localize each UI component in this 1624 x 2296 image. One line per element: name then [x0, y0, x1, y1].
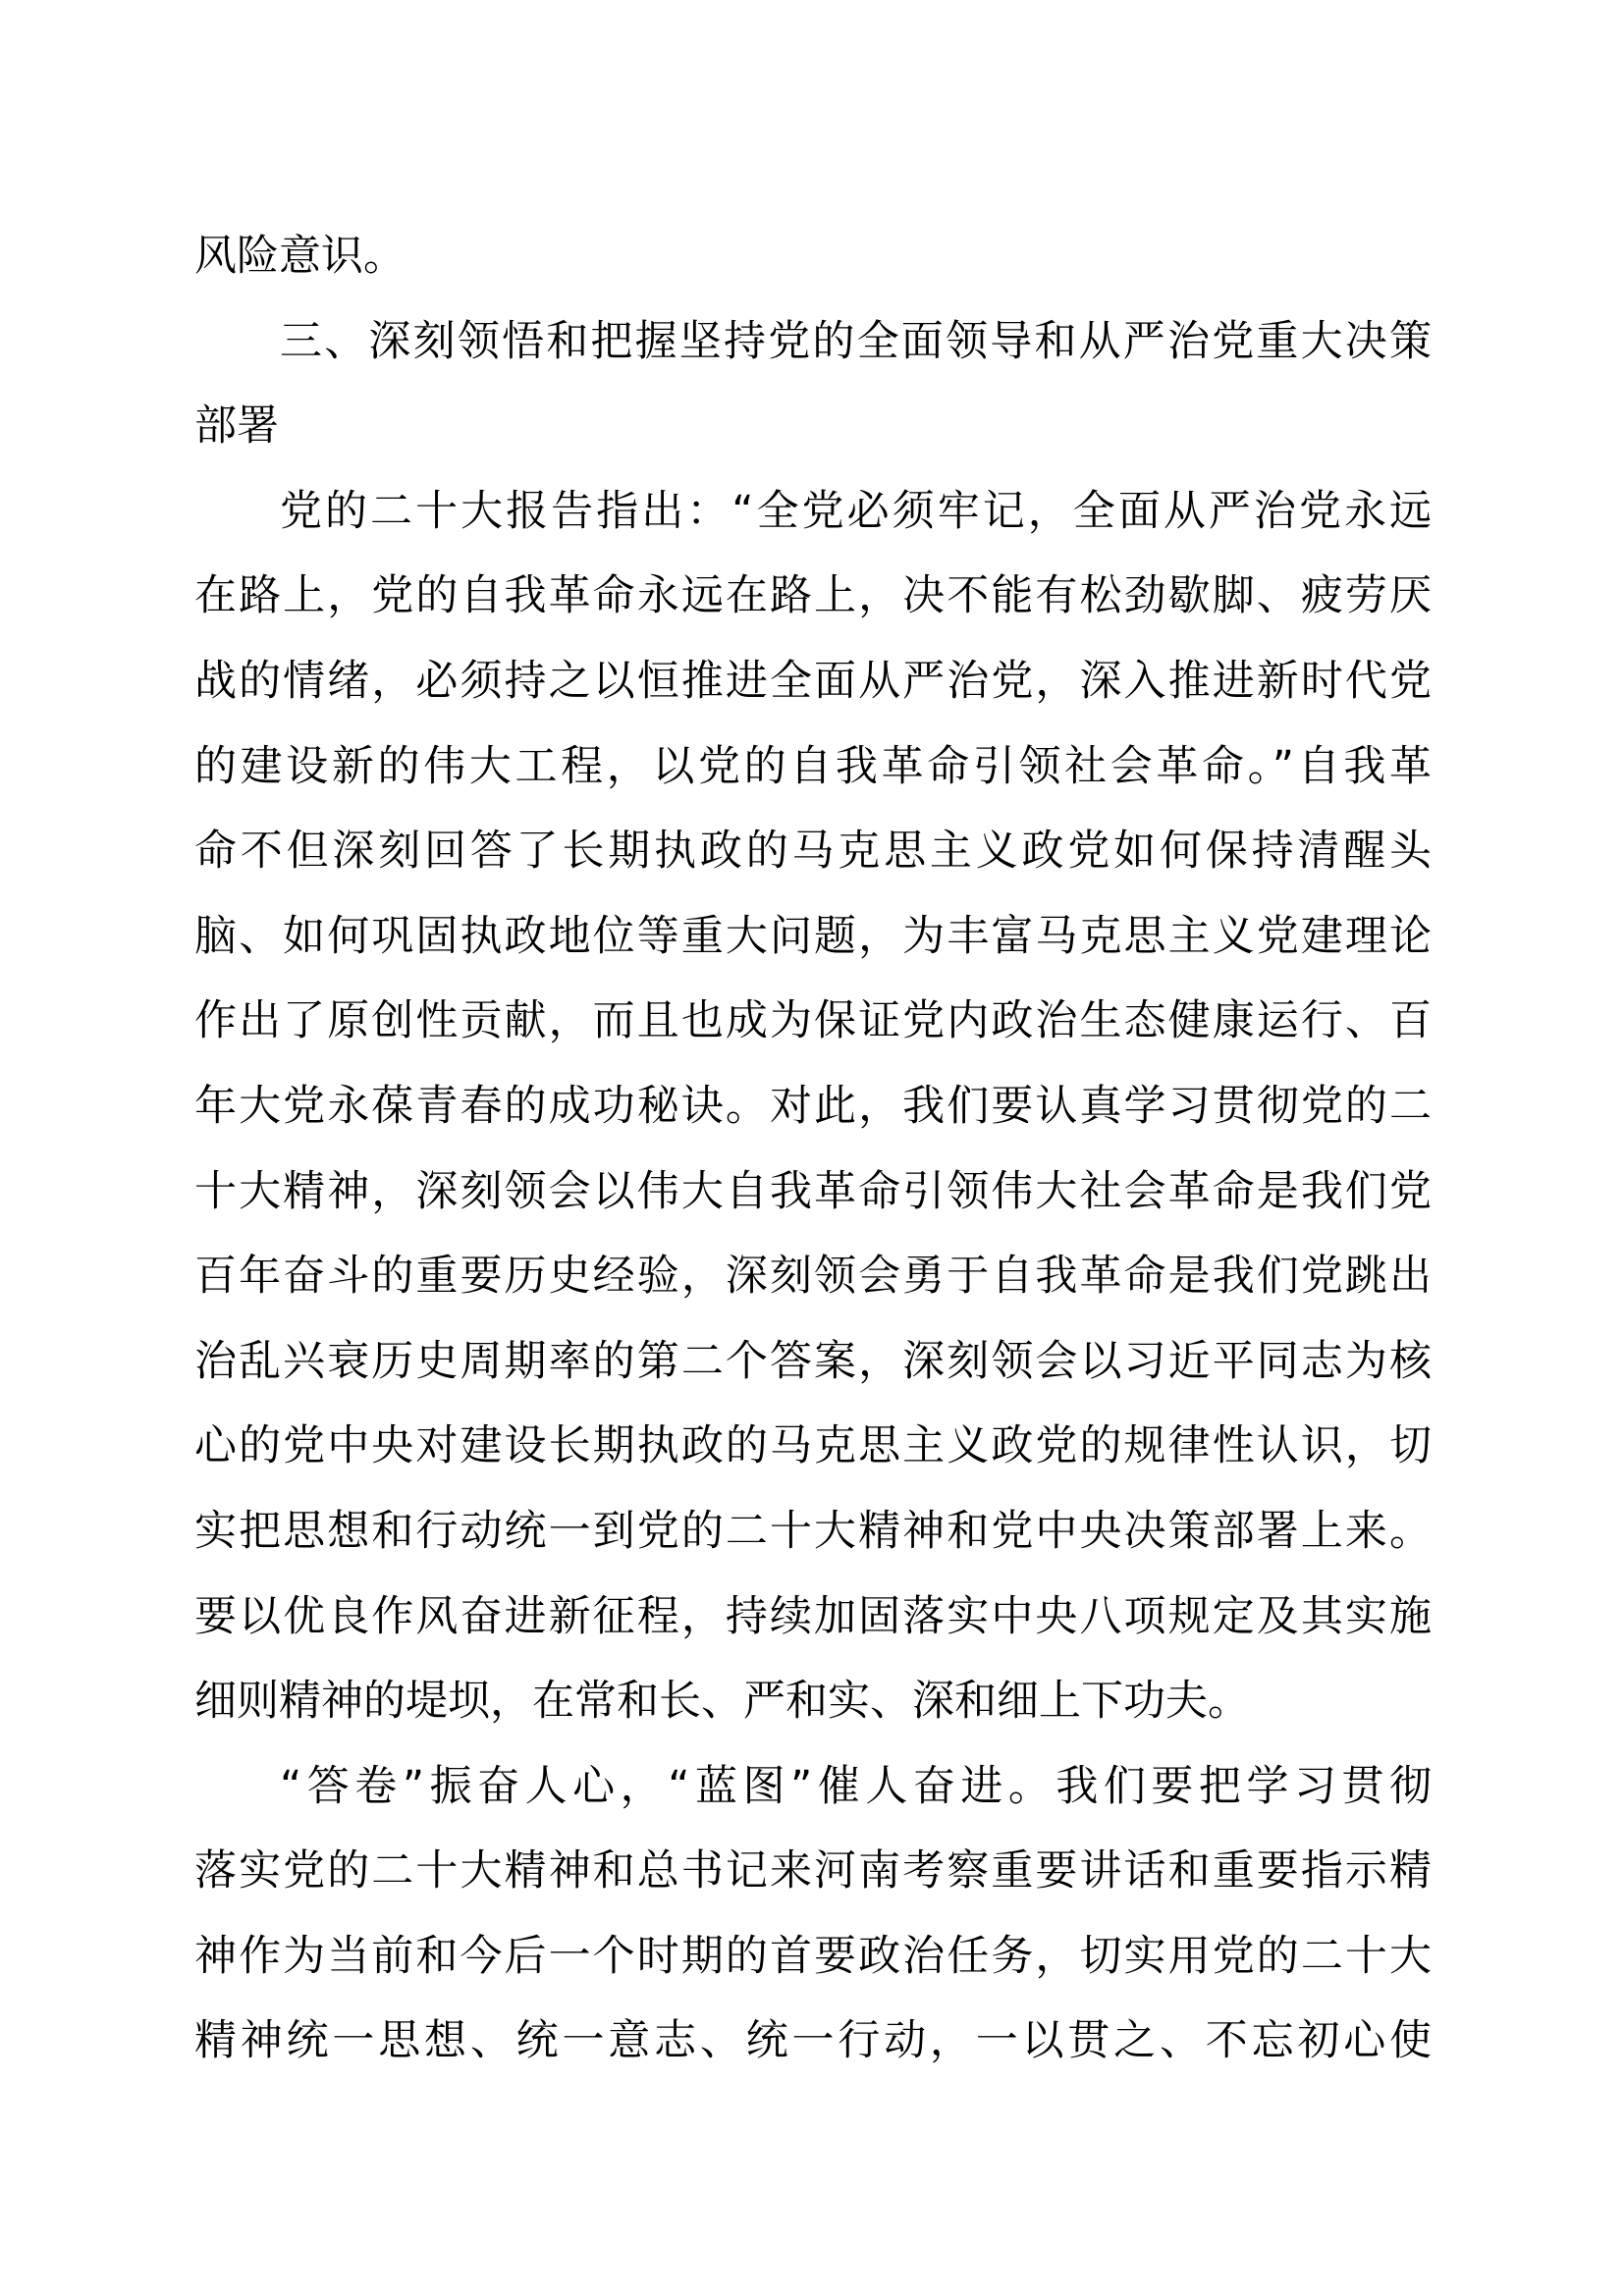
paragraph-line: 党的二十大报告指出：“全党必须牢记，全面从严治党永远 — [280, 486, 1432, 536]
paragraph-line: 风险意识。 — [194, 232, 406, 281]
paragraph-line: 落实党的二十大精神和总书记来河南考察重要讲话和重要指示精 — [194, 1846, 1432, 1896]
paragraph-line: 战的情绪，必须持之以恒推进全面从严治党，深入推进新时代党 — [194, 656, 1432, 706]
paragraph-line: 年大党永葆青春的成功秘诀。对此，我们要认真学习贯彻党的二 — [194, 1081, 1432, 1131]
section-heading-line: 三、深刻领悟和把握坚持党的全面领导和从严治党重大决策 — [280, 316, 1432, 366]
paragraph-line: 要以优良作风奋进新征程，持续加固落实中央八项规定及其实施 — [194, 1591, 1432, 1641]
paragraph-line: 作出了原创性贡献，而且也成为保证党内政治生态健康运行、百 — [194, 996, 1432, 1046]
paragraph-line: 命不但深刻回答了长期执政的马克思主义政党如何保持清醒头 — [194, 827, 1432, 877]
paragraph-line: 的建设新的伟大工程，以党的自我革命引领社会革命。”自我革 — [194, 741, 1432, 791]
paragraph-line: 实把思想和行动统一到党的二十大精神和党中央决策部署上来。 — [194, 1506, 1432, 1556]
paragraph-line: 精神统一思想、统一意志、统一行动，一以贯之、不忘初心使 — [194, 2016, 1432, 2066]
paragraph-line: 细则精神的堤坝，在常和长、严和实、深和细上下功夫。 — [194, 1677, 1250, 1727]
paragraph-line: 神作为当前和今后一个时期的首要政治任务，切实用党的二十大 — [194, 1931, 1432, 1981]
paragraph-line: 在路上，党的自我革命永远在路上，决不能有松劲歇脚、疲劳厌 — [194, 571, 1432, 621]
paragraph-line: 十大精神，深刻领会以伟大自我革命引领伟大社会革命是我们党 — [194, 1166, 1432, 1216]
paragraph-line: 心的党中央对建设长期执政的马克思主义政党的规律性认识，切 — [194, 1421, 1432, 1471]
paragraph-line: 脑、如何巩固执政地位等重大问题，为丰富马克思主义党建理论 — [194, 911, 1432, 961]
section-heading-line: 部署 — [194, 401, 279, 452]
paragraph-line: “答卷”振奋人心，“蓝图”催人奋进。我们要把学习贯彻 — [280, 1761, 1432, 1811]
paragraph-line: 治乱兴衰历史周期率的第二个答案，深刻领会以习近平同志为核 — [194, 1336, 1432, 1386]
document-page — [194, 214, 1432, 2084]
paragraph-line: 百年奋斗的重要历史经验，深刻领会勇于自我革命是我们党跳出 — [194, 1252, 1432, 1302]
